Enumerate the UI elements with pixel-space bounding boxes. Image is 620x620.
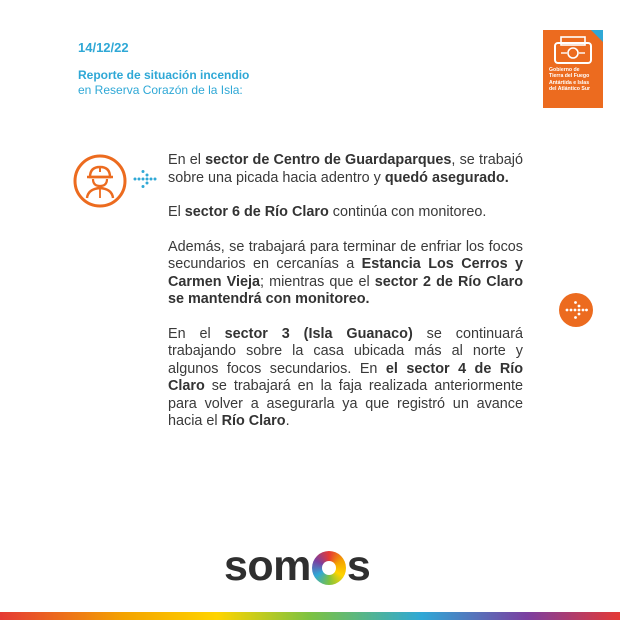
bold-run: sector de Centro de Guardaparques — [205, 152, 452, 168]
report-date: 14/12/22 — [78, 40, 129, 55]
paragraph-focos-secundarios — [168, 239, 523, 309]
logo-text — [549, 67, 601, 92]
paragraph-sector-6 — [168, 204, 523, 222]
report-subtitle: en Reserva Corazón de la Isla: — [78, 83, 243, 97]
coat-of-arms-icon — [551, 35, 595, 65]
dotted-arrow-icon — [133, 170, 157, 188]
text-run: , se trabajó sobre una picada hacia adentro y — [168, 152, 523, 186]
text-run: Además, se trabajará para terminar de enfriar los focos secundarios en cercanías a — [168, 238, 523, 272]
brand-text-end: s — [346, 541, 371, 590]
logo-line: Gobierno de — [549, 67, 580, 73]
text-run: En el — [168, 325, 225, 342]
somos-brand — [224, 541, 370, 591]
text-run: . — [285, 413, 290, 429]
report-body — [168, 152, 523, 448]
rainbow-o-icon — [312, 551, 346, 585]
paragraph-sector-3-4 — [168, 326, 523, 431]
bold-run: sector 2 de Río Claro se mantendrá con monitoreo. — [168, 273, 523, 307]
rainbow-footer-bar — [0, 612, 620, 620]
report-title-bold: Reporte de situación incendio — [78, 68, 250, 82]
paragraph-guardaparques — [168, 152, 523, 187]
bold-run: sector 3 (Isla Guanaco) — [224, 325, 413, 342]
brand-text-start: som — [224, 541, 311, 590]
text-run: En el — [168, 152, 206, 168]
bold-run: Río Claro — [221, 413, 286, 429]
logo-line: del Atlántico Sur — [549, 85, 591, 92]
report-title — [78, 68, 249, 98]
firefighter-icon — [72, 153, 128, 209]
government-logo — [543, 30, 603, 108]
logo-line: Antártida e Islas — [549, 79, 590, 86]
bold-run: quedó asegurado. — [384, 169, 509, 186]
logo-line: Tierra del Fuego — [549, 73, 590, 80]
bold-run: sector 6 de Río Claro — [184, 204, 329, 220]
text-run: continúa con monitoreo. — [328, 204, 487, 220]
next-arrow-icon[interactable] — [558, 292, 594, 328]
text-run: se continuará trabajando sobre la casa ubicada más al norte y algunos focos secundarios. En — [168, 325, 523, 377]
bold-run: Estancia Los Cerros y Carmen Vieja — [168, 256, 523, 290]
text-run: ; mientras que el — [260, 273, 375, 290]
text-run: El — [168, 204, 185, 220]
bold-run: el sector 4 de Río Claro — [168, 360, 524, 394]
text-run: se trabajará en la faja realizada anteriormente para volver a asegurarla ya que registró un avance hacia el — [168, 378, 523, 429]
